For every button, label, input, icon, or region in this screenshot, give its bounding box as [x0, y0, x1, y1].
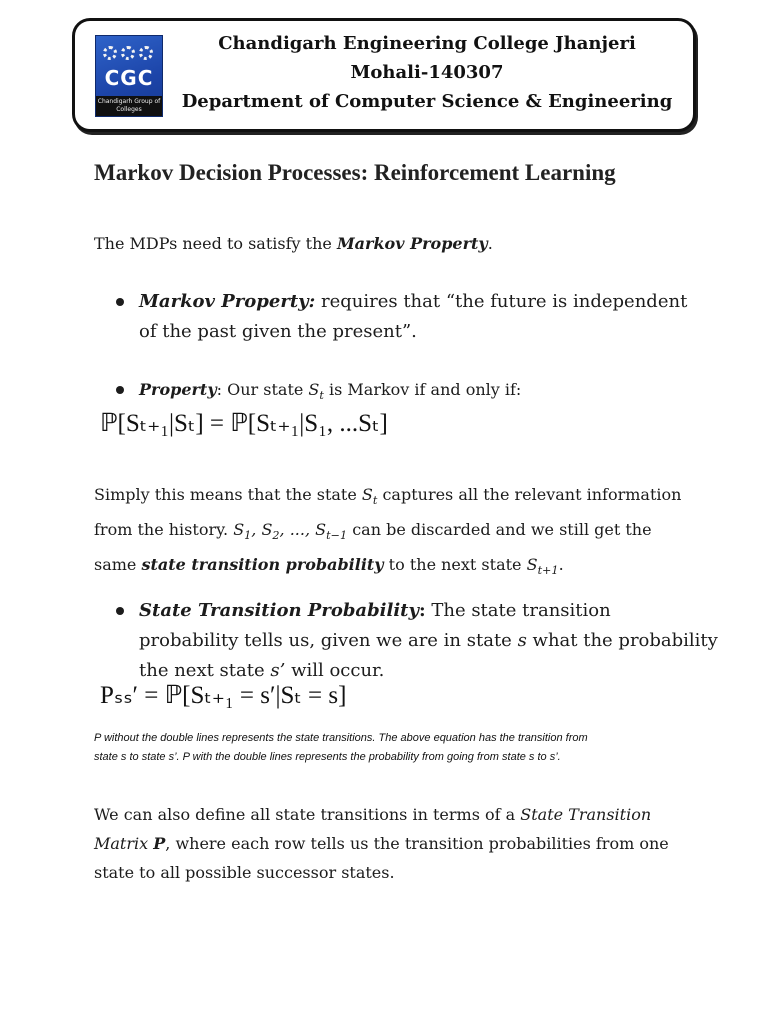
bullet-dot: [116, 298, 124, 306]
logo-abbreviation: CGC: [104, 66, 154, 90]
intro-paragraph: The MDPs need to satisfy the Markov Property.: [94, 234, 493, 253]
explanation-paragraph: Simply this means that the state $S_t$ captures all the relevant information from the history. $S_1$, $S_2$, ..., $S_{t-1}$ can be discarded and we still get the same state transition probability to the next state $S_{t+1}$.: [94, 485, 682, 578]
list-item-property: Property: Our state $S_t$ is Markov if and only if:: [139, 380, 522, 403]
header-text: [167, 29, 687, 116]
college-name: Chandigarh Engineering College Jhanjeri: [218, 33, 636, 54]
markov-equation: ℙ[Sₜ₊₁|Sₜ] = ℙ[Sₜ₊₁|S₁, ...Sₜ]: [100, 410, 388, 437]
transition-equation: Pₛₛ′ = ℙ[Sₜ₊₁ = s′|Sₜ = s]: [100, 682, 347, 709]
logo-subtext: Chandigarh Group of Colleges: [96, 96, 162, 116]
college-header: [72, 18, 696, 132]
bullet-dot: [116, 607, 124, 615]
list-item-markov-property: Markov Property: requires that “the future is independent of the past given the present”.: [139, 291, 688, 342]
college-address: Mohali-140307: [350, 62, 504, 83]
page-title: Markov Decision Processes: Reinforcement Learning: [94, 160, 616, 185]
transition-matrix-paragraph: We can also define all state transitions in terms of a State Transition Matrix P, where each row tells us the transition probabilities from one state to all possible successor states.: [94, 805, 669, 882]
markov-property-term: Markov Property: [336, 234, 488, 253]
gear-icon: [103, 40, 153, 66]
college-logo: [95, 35, 163, 117]
equation-note: P without the double lines represents the state transitions. The above equation has the transition from state s to state s’. P with the double lines represents the probability from going from state s to s’.: [94, 732, 588, 763]
list-item-state-transition-probability: State Transition Probability: The state transition probability tells us, given we are in state s what the probability the next state s’ will occur.: [139, 600, 718, 681]
bullet-dot: [116, 386, 124, 394]
department-name: Department of Computer Science & Engineering: [181, 91, 673, 112]
